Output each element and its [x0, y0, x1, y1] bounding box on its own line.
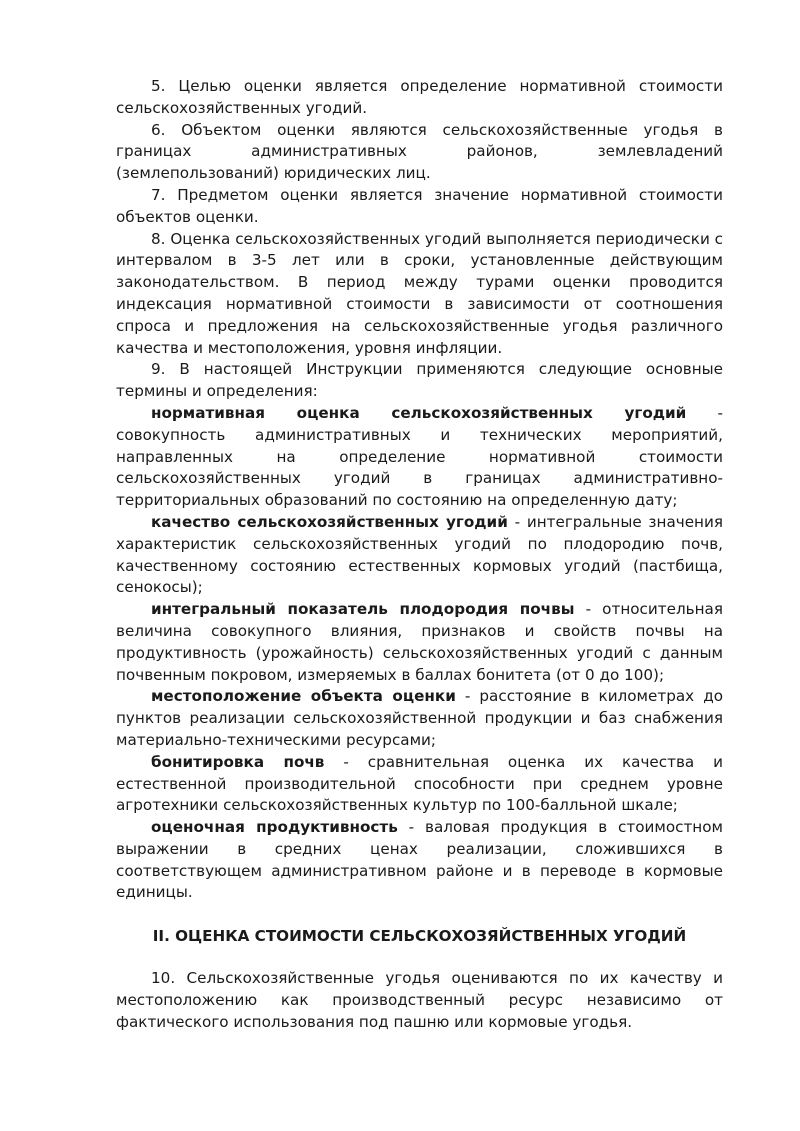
definition-term: нормативная оценка сельскохозяйственных угодий [151, 403, 687, 422]
definition-term: оценочная продуктивность [151, 818, 398, 837]
definition-object-location [116, 686, 723, 751]
definition-normative-assessment [116, 403, 723, 512]
paragraph-10: 10. Сельскохозяйственные угодья оцениваются по их качеству и местоположению как производственный ресурс независимо от фактического использования под пашню или кормовые угодья. [116, 969, 723, 1031]
paragraph-5: 5. Целью оценки является определение нормативной стоимости сельскохозяйственных угодий. [116, 77, 723, 117]
definition-land-quality [116, 512, 723, 599]
definition-text: - интегральные значения характеристик сельскохозяйственных угодий по плодородию почв, качественному состоянию естественных кормовых угодий (пастбища, сенокосы); [116, 512, 723, 597]
definition-term: качество сельскохозяйственных угодий [151, 512, 508, 531]
definition-term: интегральный показатель плодородия почвы [151, 600, 575, 619]
paragraph-9: 9. В настоящей Инструкции применяются следующие основные термины и определения: [116, 360, 723, 401]
definition-text: - относительная величина совокупного влияния, признаков и свойств почвы на продуктивность (урожайность) сельскохозяйственных угодий с данным почвенным покровом, измеряемых в баллах бонитета (от 0 до 100); [116, 600, 723, 684]
section-heading: II. ОЦЕНКА СТОИМОСТИ СЕЛЬСКОХОЗЯЙСТВЕННЫХ УГОДИЙ [152, 927, 687, 946]
definition-soil-grading [116, 752, 723, 817]
paragraph-7: 7. Предметом оценки является значение нормативной стоимости объектов оценки. [116, 185, 723, 226]
paragraph-8: 8. Оценка сельскохозяйственных угодий выполняется периодически с интервалом в 3-5 лет или в сроки, установленные действующим законодательством. В период между турами оценки проводится индексация нормативной стоимости в зависимости от соотношения спроса и предложения на сельскохозяйственные угодья различного качества и местоположения, уровня инфляции. [116, 229, 723, 357]
definition-text: - сравнительная оценка их качества и естественной производительной способности при среднем уровне агротехники сельскохозяйственных культур по 100-балльной шкале; [116, 752, 723, 815]
definition-term: бонитировка почв [151, 752, 325, 771]
paragraph-6: 6. Объектом оценки являются сельскохозяйственные угодья в границах административных районов, землевладений (землепользований) юридических лиц. [116, 120, 723, 183]
definition-estimated-productivity [116, 817, 723, 904]
definition-text: - валовая продукция в стоимостном выражении в средних ценах реализации, сложившихся в соответствующем административном районе и в переводе в кормовые единицы. [116, 818, 723, 902]
definition-text: - расстояние в километрах до пунктов реализации сельскохозяйственной продукции и баз снабжения материально-техническими ресурсами; [116, 687, 723, 749]
definition-fertility-index [116, 599, 723, 686]
definition-text: - совокупность административных и технических мероприятий, направленных на определение нормативной стоимости сельскохозяйственных угодий в границах административно-территориальных образований по состоянию на определенную дату; [116, 403, 723, 510]
definition-term: местоположение объекта оценки [151, 687, 456, 706]
